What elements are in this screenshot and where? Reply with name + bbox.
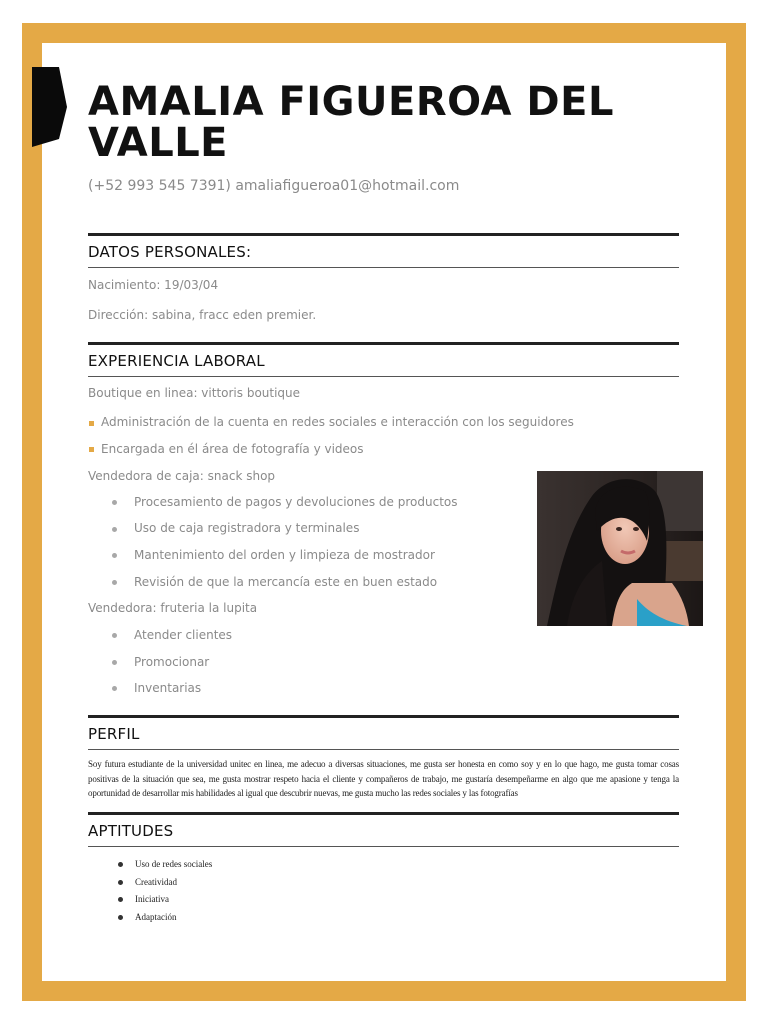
birth-date: Nacimiento: 19/03/04 — [88, 278, 219, 292]
skill-item: Creatividad — [135, 877, 177, 887]
job-item: Administración de la cuenta en redes sociales e interacción con los seguidores — [101, 415, 574, 429]
bullet-dot-icon — [112, 553, 117, 558]
section-perfil — [88, 715, 679, 750]
bullet-dot-icon — [112, 500, 117, 505]
bullet-dot-icon — [112, 580, 117, 585]
bullet-dot-icon — [112, 660, 117, 665]
candidate-name: AMALIA FIGUEROA DEL VALLE — [88, 79, 614, 166]
job-item: Atender clientes — [134, 628, 233, 642]
job-item: Promocionar — [134, 655, 210, 669]
bullet-square-icon — [89, 447, 94, 452]
contact-info: (+52 993 545 7391) amaliafigueroa01@hotmail.com — [88, 178, 460, 194]
section-experiencia-laboral — [88, 342, 679, 377]
job-item: Revisión de que la mercancía este en buen estado — [134, 575, 438, 589]
bullet-square-icon — [89, 421, 94, 426]
address: Dirección: sabina, fracc eden premier. — [88, 308, 317, 322]
job-heading: Vendedora: fruteria la lupita — [88, 601, 258, 615]
bullet-dot-icon — [112, 527, 117, 532]
skill-item: Uso de redes sociales — [135, 859, 213, 869]
section-title: APTITUDES — [88, 822, 174, 840]
section-title: DATOS PERSONALES: — [88, 243, 252, 261]
job-item: Procesamiento de pagos y devoluciones de productos — [134, 495, 458, 509]
skill-item: Iniciativa — [135, 894, 169, 904]
bullet-dot-icon — [118, 897, 123, 902]
job-item: Encargada en él área de fotografía y videos — [101, 442, 364, 456]
job-item: Mantenimiento del orden y limpieza de mostrador — [134, 548, 435, 562]
job-item: Uso de caja registradora y terminales — [134, 521, 360, 535]
section-title: EXPERIENCIA LABORAL — [88, 352, 265, 370]
section-datos-personales — [88, 233, 679, 268]
profile-photo — [537, 471, 703, 626]
bullet-dot-icon — [118, 880, 123, 885]
bullet-dot-icon — [118, 915, 123, 920]
skill-item: Adaptación — [135, 912, 177, 922]
job-heading: Vendedora de caja: snack shop — [88, 469, 276, 483]
profile-summary: Soy futura estudiante de la universidad unitec en linea, me adecuo a diversas situaciones, me gusta ser honesta en como soy y en lo que hago, me gusta tomar cosas positivas de la situación que sea, me gusta mostrar respeto hacia el cliente y compañeros de trabajo, me gustaría desempeñarme en algo que me apasione y tenga la oportunidad de desarrollar mis habilidades al igual que descubrir nuevas, me gusta mucho las redes sociales y las fotografías — [88, 759, 679, 798]
bullet-dot-icon — [112, 633, 117, 638]
section-aptitudes — [88, 812, 679, 847]
job-heading: Boutique en linea: vittoris boutique — [88, 386, 301, 400]
section-title: PERFIL — [88, 725, 140, 743]
bullet-dot-icon — [118, 862, 123, 867]
job-item: Inventarias — [134, 681, 202, 695]
bullet-dot-icon — [112, 686, 117, 691]
header-tab-marker — [32, 67, 67, 147]
